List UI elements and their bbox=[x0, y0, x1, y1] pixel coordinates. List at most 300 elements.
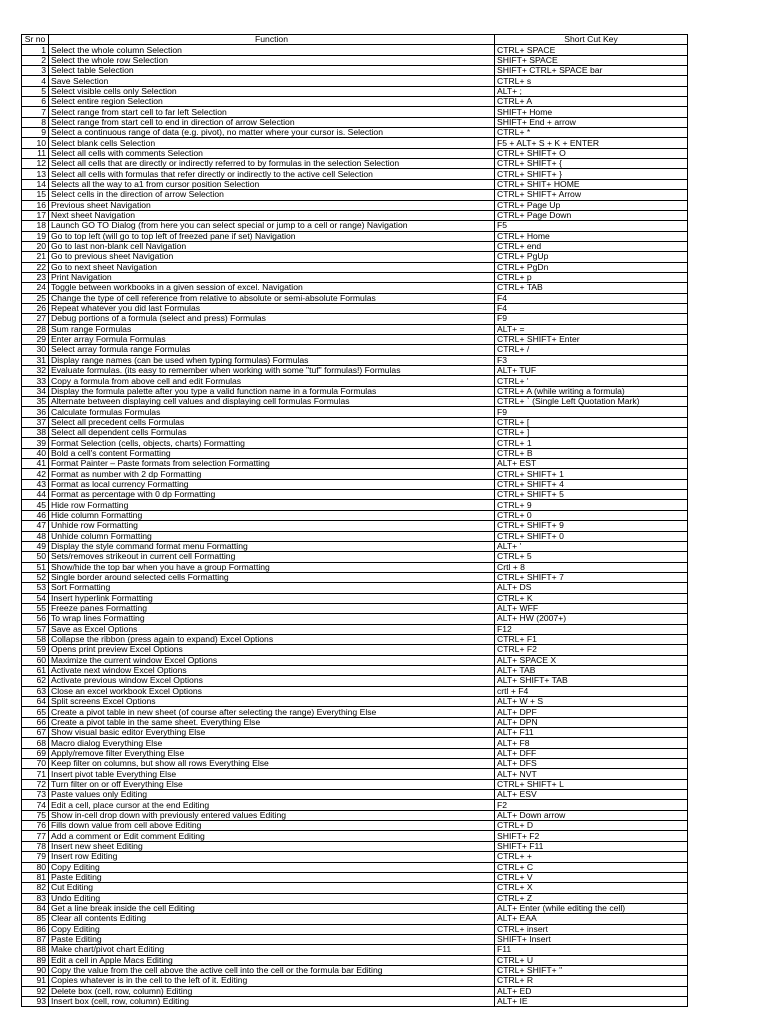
row-number: 12 bbox=[22, 159, 49, 169]
row-function: Change the type of cell reference from relative to absolute or semi-absolute Formulas bbox=[49, 293, 495, 303]
row-number: 5 bbox=[22, 86, 49, 96]
row-function: Format as number with 2 dp Formatting bbox=[49, 469, 495, 479]
table-row bbox=[22, 200, 688, 210]
table-row bbox=[22, 521, 688, 531]
row-function: Opens print preview Excel Options bbox=[49, 645, 495, 655]
row-shortcut: CTRL+ PgUp bbox=[495, 252, 688, 262]
row-shortcut: ALT+ F8 bbox=[495, 738, 688, 748]
row-number: 66 bbox=[22, 717, 49, 727]
row-shortcut: SHIFT+ F11 bbox=[495, 841, 688, 851]
table-row bbox=[22, 862, 688, 872]
table-row bbox=[22, 459, 688, 469]
row-function: Turn filter on or off Everything Else bbox=[49, 779, 495, 789]
row-function: Launch GO TO Dialog (from here you can select special or jump to a cell or range) Navigation bbox=[49, 221, 495, 231]
table-row bbox=[22, 665, 688, 675]
row-shortcut: CTRL+ 0 bbox=[495, 510, 688, 520]
row-function: Calculate formulas Formulas bbox=[49, 407, 495, 417]
row-function: Copy Editing bbox=[49, 862, 495, 872]
row-shortcut: ALT+ F11 bbox=[495, 728, 688, 738]
row-number: 57 bbox=[22, 624, 49, 634]
row-shortcut: ALT+ WFF bbox=[495, 603, 688, 613]
row-function: Create a pivot table in new sheet (of course after selecting the range) Everything Else bbox=[49, 707, 495, 717]
row-function: Display the formula palette after you type a valid function name in a formula Formulas bbox=[49, 386, 495, 396]
table-row bbox=[22, 148, 688, 158]
table-row bbox=[22, 634, 688, 644]
table-row bbox=[22, 872, 688, 882]
row-function: Hide column Formatting bbox=[49, 510, 495, 520]
row-function: Select range from start cell to end in direction of arrow Selection bbox=[49, 117, 495, 127]
row-function: Save Selection bbox=[49, 76, 495, 86]
table-row bbox=[22, 86, 688, 96]
row-function: Go to next sheet Navigation bbox=[49, 262, 495, 272]
row-number: 2 bbox=[22, 55, 49, 65]
row-number: 56 bbox=[22, 614, 49, 624]
row-function: Split screens Excel Options bbox=[49, 697, 495, 707]
row-function: Keep filter on columns, but show all rows Everything Else bbox=[49, 759, 495, 769]
row-shortcut: CTRL+ F2 bbox=[495, 645, 688, 655]
row-number: 30 bbox=[22, 345, 49, 355]
row-number: 41 bbox=[22, 459, 49, 469]
row-number: 84 bbox=[22, 903, 49, 913]
table-row bbox=[22, 603, 688, 613]
row-function: Print Navigation bbox=[49, 272, 495, 282]
row-number: 83 bbox=[22, 893, 49, 903]
row-function: Activate next window Excel Options bbox=[49, 665, 495, 675]
row-shortcut: CTRL+ Page Down bbox=[495, 210, 688, 220]
row-shortcut: ALT+ TAB bbox=[495, 665, 688, 675]
table-row bbox=[22, 852, 688, 862]
row-shortcut: ALT+ TUF bbox=[495, 366, 688, 376]
row-function: Apply/remove filter Everything Else bbox=[49, 748, 495, 758]
table-row bbox=[22, 728, 688, 738]
row-shortcut: CTRL+ end bbox=[495, 241, 688, 251]
table-row bbox=[22, 293, 688, 303]
table-row bbox=[22, 790, 688, 800]
row-number: 18 bbox=[22, 221, 49, 231]
row-shortcut: ALT+ ' bbox=[495, 541, 688, 551]
table-row bbox=[22, 965, 688, 975]
row-shortcut: SHIFT+ Insert bbox=[495, 934, 688, 944]
row-function: Fills down value from cell above Editing bbox=[49, 821, 495, 831]
row-shortcut: ALT+ SHIFT+ TAB bbox=[495, 676, 688, 686]
row-number: 77 bbox=[22, 831, 49, 841]
table-row bbox=[22, 510, 688, 520]
row-number: 47 bbox=[22, 521, 49, 531]
row-function: Maximize the current window Excel Options bbox=[49, 655, 495, 665]
row-shortcut: SHIFT+ CTRL+ SPACE bar bbox=[495, 66, 688, 76]
row-shortcut: ALT+ ED bbox=[495, 986, 688, 996]
row-function: Format Selection (cells, objects, charts) Formatting bbox=[49, 438, 495, 448]
row-shortcut: ALT+ NVT bbox=[495, 769, 688, 779]
row-shortcut: CTRL+ SHIFT+ 5 bbox=[495, 490, 688, 500]
row-shortcut: ALT+ DPF bbox=[495, 707, 688, 717]
row-number: 33 bbox=[22, 376, 49, 386]
row-number: 38 bbox=[22, 428, 49, 438]
row-number: 20 bbox=[22, 241, 49, 251]
row-shortcut: crtl + F4 bbox=[495, 686, 688, 696]
row-shortcut: ALT+ DFS bbox=[495, 759, 688, 769]
row-function: Activate previous window Excel Options bbox=[49, 676, 495, 686]
row-number: 60 bbox=[22, 655, 49, 665]
table-body bbox=[22, 45, 688, 1007]
row-shortcut: CTRL+ V bbox=[495, 872, 688, 882]
table-row bbox=[22, 179, 688, 189]
row-shortcut: ALT+ DPN bbox=[495, 717, 688, 727]
row-function: Select a continuous range of data (e.g. pivot), no matter where your cursor is. Selection bbox=[49, 128, 495, 138]
row-shortcut: SHIFT+ SPACE bbox=[495, 55, 688, 65]
row-number: 42 bbox=[22, 469, 49, 479]
row-shortcut: ALT+ ; bbox=[495, 86, 688, 96]
table-row bbox=[22, 748, 688, 758]
row-shortcut: CTRL+ SHIFT+ O bbox=[495, 148, 688, 158]
table-row bbox=[22, 428, 688, 438]
row-number: 88 bbox=[22, 945, 49, 955]
row-function: Select blank cells Selection bbox=[49, 138, 495, 148]
shortcut-table bbox=[21, 34, 688, 1007]
row-function: Hide row Formatting bbox=[49, 500, 495, 510]
table-row bbox=[22, 303, 688, 313]
row-number: 91 bbox=[22, 976, 49, 986]
row-shortcut: CTRL+ PgDn bbox=[495, 262, 688, 272]
row-function: Select range from start cell to far left Selection bbox=[49, 107, 495, 117]
table-row bbox=[22, 779, 688, 789]
row-number: 62 bbox=[22, 676, 49, 686]
row-shortcut: CTRL+ F1 bbox=[495, 634, 688, 644]
row-shortcut: SHIFT+ End + arrow bbox=[495, 117, 688, 127]
row-number: 50 bbox=[22, 552, 49, 562]
table-row bbox=[22, 438, 688, 448]
row-shortcut: CTRL+ * bbox=[495, 128, 688, 138]
row-shortcut: CTRL+ SHIFT+ 7 bbox=[495, 572, 688, 582]
row-shortcut: CTRL+ insert bbox=[495, 924, 688, 934]
row-shortcut: CTRL+ R bbox=[495, 976, 688, 986]
table-row bbox=[22, 262, 688, 272]
table-row bbox=[22, 417, 688, 427]
row-function: Select all cells that are directly or indirectly referred to by formulas in the selection Selection bbox=[49, 159, 495, 169]
row-function: Display range names (can be used when typing formulas) Formulas bbox=[49, 355, 495, 365]
row-shortcut: ALT+ DFF bbox=[495, 748, 688, 758]
row-function: Select array formula range Formulas bbox=[49, 345, 495, 355]
row-number: 24 bbox=[22, 283, 49, 293]
table-row bbox=[22, 583, 688, 593]
row-function: Insert box (cell, row, column) Editing bbox=[49, 996, 495, 1006]
row-number: 89 bbox=[22, 955, 49, 965]
table-row bbox=[22, 614, 688, 624]
table-row bbox=[22, 759, 688, 769]
row-function: Single border around selected cells Formatting bbox=[49, 572, 495, 582]
row-number: 61 bbox=[22, 665, 49, 675]
row-function: Evaluate formulas. (its easy to remember when working with some "tuf" formulas!) Formulas bbox=[49, 366, 495, 376]
row-function: Undo Editing bbox=[49, 893, 495, 903]
row-shortcut: SHIFT+ Home bbox=[495, 107, 688, 117]
table-row bbox=[22, 769, 688, 779]
row-function: Select all dependent cells Formulas bbox=[49, 428, 495, 438]
row-shortcut: ALT+ EAA bbox=[495, 914, 688, 924]
row-shortcut: CTRL+ + bbox=[495, 852, 688, 862]
table-row bbox=[22, 221, 688, 231]
row-function: Format as percentage with 0 dp Formatting bbox=[49, 490, 495, 500]
table-row bbox=[22, 107, 688, 117]
row-number: 36 bbox=[22, 407, 49, 417]
row-function: Save as Excel Options bbox=[49, 624, 495, 634]
row-number: 17 bbox=[22, 210, 49, 220]
table-row bbox=[22, 76, 688, 86]
table-row bbox=[22, 707, 688, 717]
row-number: 55 bbox=[22, 603, 49, 613]
row-function: Previous sheet Navigation bbox=[49, 200, 495, 210]
table-row bbox=[22, 55, 688, 65]
row-function: Go to last non-blank cell Navigation bbox=[49, 241, 495, 251]
row-number: 81 bbox=[22, 872, 49, 882]
row-function: Alternate between displaying cell values and displaying cell formulas Formulas bbox=[49, 397, 495, 407]
row-function: Delete box (cell, row, column) Editing bbox=[49, 986, 495, 996]
row-number: 31 bbox=[22, 355, 49, 365]
row-number: 73 bbox=[22, 790, 49, 800]
row-number: 72 bbox=[22, 779, 49, 789]
table-row bbox=[22, 531, 688, 541]
table-row bbox=[22, 45, 688, 55]
row-shortcut: CTRL+ U bbox=[495, 955, 688, 965]
row-shortcut: ALT+ SPACE X bbox=[495, 655, 688, 665]
row-number: 16 bbox=[22, 200, 49, 210]
row-number: 1 bbox=[22, 45, 49, 55]
row-function: Show visual basic editor Everything Else bbox=[49, 728, 495, 738]
row-function: Unhide row Formatting bbox=[49, 521, 495, 531]
table-row bbox=[22, 366, 688, 376]
table-row bbox=[22, 490, 688, 500]
row-number: 64 bbox=[22, 697, 49, 707]
row-function: Sum range Formulas bbox=[49, 324, 495, 334]
row-shortcut: CTRL+ SHIFT+ 1 bbox=[495, 469, 688, 479]
row-function: To wrap lines Formatting bbox=[49, 614, 495, 624]
table-row bbox=[22, 159, 688, 169]
row-function: Unhide column Formatting bbox=[49, 531, 495, 541]
row-shortcut: ALT+ = bbox=[495, 324, 688, 334]
row-function: Select cells in the direction of arrow Selection bbox=[49, 190, 495, 200]
row-function: Insert hyperlink Formatting bbox=[49, 593, 495, 603]
row-shortcut: CTRL+ SHIFT+ } bbox=[495, 169, 688, 179]
row-function: Copy the value from the cell above the active cell into the cell or the formula bar Editing bbox=[49, 965, 495, 975]
row-number: 23 bbox=[22, 272, 49, 282]
table-row bbox=[22, 676, 688, 686]
table-row bbox=[22, 924, 688, 934]
row-number: 65 bbox=[22, 707, 49, 717]
row-function: Make chart/pivot chart Editing bbox=[49, 945, 495, 955]
row-number: 22 bbox=[22, 262, 49, 272]
row-number: 27 bbox=[22, 314, 49, 324]
row-number: 69 bbox=[22, 748, 49, 758]
row-number: 45 bbox=[22, 500, 49, 510]
row-number: 51 bbox=[22, 562, 49, 572]
table-row bbox=[22, 810, 688, 820]
row-function: Cut Editing bbox=[49, 883, 495, 893]
row-number: 21 bbox=[22, 252, 49, 262]
table-row bbox=[22, 645, 688, 655]
table-row bbox=[22, 831, 688, 841]
row-function: Show in-cell drop down with previously entered values Editing bbox=[49, 810, 495, 820]
table-row bbox=[22, 738, 688, 748]
row-shortcut: CTRL+ [ bbox=[495, 417, 688, 427]
table-row bbox=[22, 686, 688, 696]
row-number: 14 bbox=[22, 179, 49, 189]
row-shortcut: CTRL+ 5 bbox=[495, 552, 688, 562]
table-row bbox=[22, 903, 688, 913]
row-shortcut: ALT+ Down arrow bbox=[495, 810, 688, 820]
table-row bbox=[22, 397, 688, 407]
table-row bbox=[22, 500, 688, 510]
row-shortcut: CTRL+ ] bbox=[495, 428, 688, 438]
table-row bbox=[22, 593, 688, 603]
row-function: Selects all the way to a1 from cursor position Selection bbox=[49, 179, 495, 189]
row-number: 40 bbox=[22, 448, 49, 458]
row-shortcut: CTRL+ ' bbox=[495, 376, 688, 386]
row-function: Paste Editing bbox=[49, 872, 495, 882]
row-shortcut: CTRL+ SHIFT+ L bbox=[495, 779, 688, 789]
table-row bbox=[22, 914, 688, 924]
table-row bbox=[22, 272, 688, 282]
row-shortcut: CTRL+ SHIFT+ 0 bbox=[495, 531, 688, 541]
row-shortcut: CTRL+ C bbox=[495, 862, 688, 872]
row-number: 49 bbox=[22, 541, 49, 551]
table-row bbox=[22, 572, 688, 582]
table-row bbox=[22, 841, 688, 851]
row-number: 9 bbox=[22, 128, 49, 138]
row-number: 82 bbox=[22, 883, 49, 893]
row-number: 8 bbox=[22, 117, 49, 127]
row-number: 80 bbox=[22, 862, 49, 872]
row-shortcut: F5 + ALT+ S + K + ENTER bbox=[495, 138, 688, 148]
row-shortcut: CTRL+ / bbox=[495, 345, 688, 355]
row-shortcut: F4 bbox=[495, 293, 688, 303]
table-row bbox=[22, 283, 688, 293]
row-shortcut: CTRL+ ` (Single Left Quotation Mark) bbox=[495, 397, 688, 407]
row-function: Select the whole row Selection bbox=[49, 55, 495, 65]
row-number: 13 bbox=[22, 169, 49, 179]
row-function: Paste values only Editing bbox=[49, 790, 495, 800]
row-number: 15 bbox=[22, 190, 49, 200]
row-number: 85 bbox=[22, 914, 49, 924]
table-row bbox=[22, 655, 688, 665]
row-function: Select entire region Selection bbox=[49, 97, 495, 107]
row-function: Create a pivot table in the same sheet. Everything Else bbox=[49, 717, 495, 727]
row-function: Select all cells with formulas that refer directly or indirectly to the active cell Selection bbox=[49, 169, 495, 179]
row-function: Format as local currency Formatting bbox=[49, 479, 495, 489]
row-number: 32 bbox=[22, 366, 49, 376]
row-number: 67 bbox=[22, 728, 49, 738]
row-shortcut: CTRL+ SHIFT+ Arrow bbox=[495, 190, 688, 200]
row-number: 68 bbox=[22, 738, 49, 748]
table-row bbox=[22, 66, 688, 76]
row-function: Toggle between workbooks in a given session of excel. Navigation bbox=[49, 283, 495, 293]
row-number: 19 bbox=[22, 231, 49, 241]
table-row bbox=[22, 386, 688, 396]
table-row bbox=[22, 407, 688, 417]
table-row bbox=[22, 821, 688, 831]
table-row bbox=[22, 893, 688, 903]
row-number: 86 bbox=[22, 924, 49, 934]
row-function: Display the style command format menu Formatting bbox=[49, 541, 495, 551]
row-function: Repeat whatever you did last Formulas bbox=[49, 303, 495, 313]
row-shortcut: CTRL+ SHIT+ HOME bbox=[495, 179, 688, 189]
row-shortcut: CTRL+ Page Up bbox=[495, 200, 688, 210]
row-function: Paste Editing bbox=[49, 934, 495, 944]
row-function: Go to top left (will go to top left of freezed pane if set) Navigation bbox=[49, 231, 495, 241]
row-number: 74 bbox=[22, 800, 49, 810]
row-function: Insert pivot table Everything Else bbox=[49, 769, 495, 779]
row-shortcut: F2 bbox=[495, 800, 688, 810]
row-shortcut: CTRL+ SHIFT+ 4 bbox=[495, 479, 688, 489]
row-number: 46 bbox=[22, 510, 49, 520]
row-shortcut: CTRL+ 1 bbox=[495, 438, 688, 448]
row-shortcut: CTRL+ SPACE bbox=[495, 45, 688, 55]
table-row bbox=[22, 314, 688, 324]
table-row bbox=[22, 97, 688, 107]
row-shortcut: ALT+ W + S bbox=[495, 697, 688, 707]
row-shortcut: CTRL+ 9 bbox=[495, 500, 688, 510]
row-shortcut: ALT+ EST bbox=[495, 459, 688, 469]
row-number: 26 bbox=[22, 303, 49, 313]
row-shortcut: F12 bbox=[495, 624, 688, 634]
table-row bbox=[22, 355, 688, 365]
table-row bbox=[22, 448, 688, 458]
row-function: Collapse the ribbon (press again to expand) Excel Options bbox=[49, 634, 495, 644]
row-number: 78 bbox=[22, 841, 49, 851]
row-shortcut: F9 bbox=[495, 407, 688, 417]
row-number: 92 bbox=[22, 986, 49, 996]
row-number: 10 bbox=[22, 138, 49, 148]
row-shortcut: CTRL+ D bbox=[495, 821, 688, 831]
row-function: Select the whole column Selection bbox=[49, 45, 495, 55]
row-function: Edit a cell in Apple Macs Editing bbox=[49, 955, 495, 965]
header-sr-no: Sr no bbox=[22, 35, 49, 45]
row-function: Get a line break inside the cell Editing bbox=[49, 903, 495, 913]
row-shortcut: CTRL+ B bbox=[495, 448, 688, 458]
row-number: 93 bbox=[22, 996, 49, 1006]
row-shortcut: CTRL+ TAB bbox=[495, 283, 688, 293]
row-shortcut: F4 bbox=[495, 303, 688, 313]
row-shortcut: CTRL+ s bbox=[495, 76, 688, 86]
row-shortcut: CTRL+ SHIFT+ Enter bbox=[495, 334, 688, 344]
table-row bbox=[22, 169, 688, 179]
row-function: Select all precedent cells Formulas bbox=[49, 417, 495, 427]
table-row bbox=[22, 986, 688, 996]
table-row bbox=[22, 996, 688, 1006]
row-shortcut: F5 bbox=[495, 221, 688, 231]
row-number: 37 bbox=[22, 417, 49, 427]
table-row bbox=[22, 210, 688, 220]
row-shortcut: ALT+ HW (2007+) bbox=[495, 614, 688, 624]
row-number: 87 bbox=[22, 934, 49, 944]
row-function: Insert new sheet Editing bbox=[49, 841, 495, 851]
table-row bbox=[22, 345, 688, 355]
row-function: Debug portions of a formula (select and press) Formulas bbox=[49, 314, 495, 324]
row-number: 4 bbox=[22, 76, 49, 86]
row-number: 35 bbox=[22, 397, 49, 407]
row-function: Sets/removes strikeout in current cell Formatting bbox=[49, 552, 495, 562]
table-row bbox=[22, 552, 688, 562]
row-shortcut: ALT+ DS bbox=[495, 583, 688, 593]
table-row bbox=[22, 976, 688, 986]
row-function: Enter array Formula Formulas bbox=[49, 334, 495, 344]
row-shortcut: CTRL+ X bbox=[495, 883, 688, 893]
row-shortcut: CTRL+ SHIFT+ 9 bbox=[495, 521, 688, 531]
table-row bbox=[22, 231, 688, 241]
row-number: 3 bbox=[22, 66, 49, 76]
table-row bbox=[22, 334, 688, 344]
row-shortcut: ALT+ ESV bbox=[495, 790, 688, 800]
row-number: 11 bbox=[22, 148, 49, 158]
header-shortcut-key: Short Cut Key bbox=[495, 35, 688, 45]
